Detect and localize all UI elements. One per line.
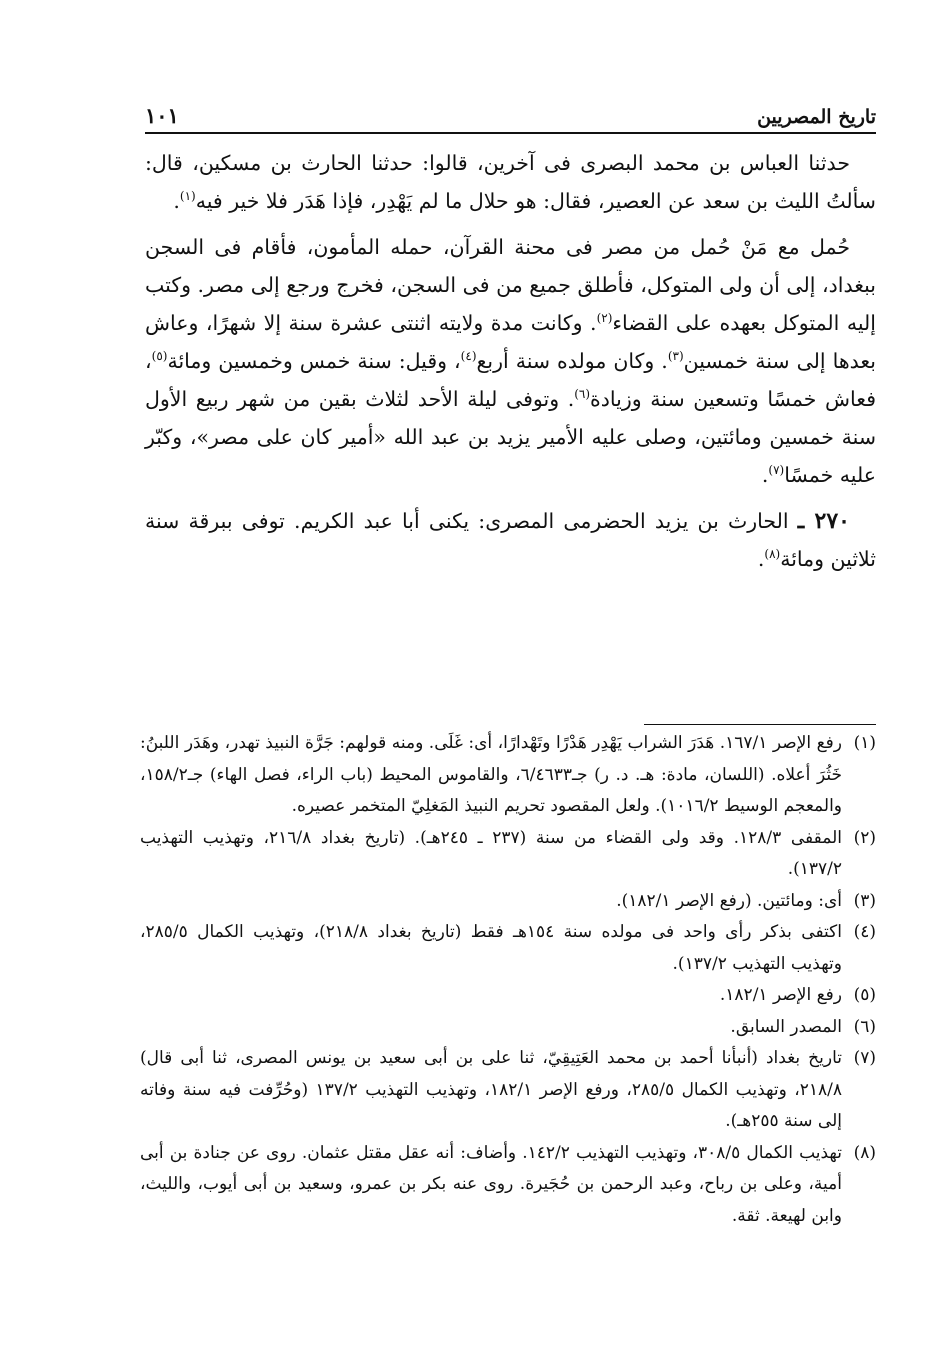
paragraph-1-end: .	[173, 189, 180, 213]
footnote-number: (٣)	[853, 890, 876, 911]
footnote-ref-8[interactable]: (٨)	[764, 547, 781, 562]
footnote-4	[140, 917, 876, 980]
paragraph-2-text-7: .	[761, 463, 769, 487]
paragraph-2	[145, 228, 876, 494]
paragraph-1-text: حدثنا العباس بن محمد البصرى فى آخرين، قالوا: حدثنا الحارث بن مسكين، قال: سألتُ الليث بن سعد عن العصير، فقال: هو حلال ما لم يَهْدِر، فإذا هَدَر فلا خير فيه	[145, 151, 876, 213]
footnote-number: (٥)	[853, 985, 876, 1005]
running-title: تاريخ المصريين	[757, 106, 876, 128]
footnote-1	[140, 728, 876, 823]
footnote-number: (٤)	[853, 922, 876, 942]
footnote-ref-7[interactable]: (٧)	[768, 463, 785, 478]
footnotes	[140, 728, 876, 1232]
paragraph-2-text-2: . وكانت مدة ولايته اثنتى عشرة سنة إلا شهرًا، وعاش بعدها إلى سنة خمسين	[145, 311, 876, 373]
footnote-5	[140, 980, 876, 1012]
footnote-7	[140, 1043, 876, 1138]
footnote-ref-3[interactable]: (٣)	[667, 349, 684, 364]
paragraph-1	[145, 144, 876, 220]
footnote-6	[140, 1012, 876, 1044]
paragraph-2-text-5: ، فعاش خمسًا وتسعين سنة وزيادة	[145, 349, 876, 411]
footnote-text: المصدر السابق.	[730, 1016, 842, 1037]
paragraph-2-text-6: . وتوفى ليلة الأحد لثلاث بقين من شهر ربيع الأول سنة خمسين ومائتين، وصلى عليه الأمير يزيد بن عبد الله «أمير كان على مصر»، وكبّر عليه خمسًا	[145, 387, 876, 487]
footnote-2	[140, 823, 876, 886]
footnote-text: رفع الإصر ١٨٢/١.	[719, 985, 842, 1005]
footnote-ref-6[interactable]: (٦)	[574, 387, 591, 402]
main-text	[145, 144, 876, 586]
footnote-number: (٢)	[853, 827, 876, 848]
footnote-number: (٨)	[853, 1142, 876, 1163]
footnote-3	[140, 886, 876, 918]
footnote-8	[140, 1138, 876, 1233]
entry-270-end: .	[757, 547, 765, 571]
footnote-text: تاريخ بغداد (أنبأنا أحمد بن محمد العَتِيقِيّ، ثنا على بن أبى سعيد بن يونس المصرى، ثنا أبى قال) ٢١٨/٨، وتهذيب الكمال ٢٨٥/٥، ورفع الإصر ١٨٢/١، وتهذيب التهذيب ١٣٧/٢ (وحُرِّفت فيه سنة وفاته إلى سنة ٢٥٥هـ).	[140, 1048, 842, 1131]
footnote-separator	[644, 724, 876, 725]
footnote-ref-2[interactable]: (٢)	[596, 311, 613, 326]
footnote-number: (٧)	[853, 1048, 876, 1068]
footnote-number: (١)	[853, 733, 876, 753]
footnote-number: (٦)	[853, 1016, 876, 1037]
footnote-ref-5[interactable]: (٥)	[151, 349, 168, 364]
entry-270	[145, 502, 876, 578]
footnote-text: تهذيب الكمال ٣٠٨/٥، وتهذيب التهذيب ١٤٢/٢. وأضاف: أنه عقل مقتل عثمان. روى عن جنادة بن أبى أمية، وعلى بن رباح، وعبد الرحمن بن حُجَيرة. روى عنه بكر بن عمرو، وسعيد بن أبى أيوب، والليث، وابن لهيعة. ثقة.	[140, 1142, 843, 1226]
footnote-text: اكتفى بذكر رأى واحد فى مولده سنة ١٥٤هـ فقط (تاريخ بغداد ٢١٨/٨)، وتهذيب الكمال ٢٨٥/٥، وتهذيب التهذيب ١٣٧/٢).	[140, 922, 842, 974]
page-header	[145, 92, 876, 134]
footnote-ref-1[interactable]: (١)	[179, 189, 196, 204]
footnote-ref-4[interactable]: (٤)	[460, 349, 477, 364]
paragraph-2-text-3: . وكان مولده سنة أربع	[476, 349, 668, 373]
entry-number: ٢٧٠ ـ	[797, 508, 850, 534]
footnote-text: المقفى ١٢٨/٣. وقد ولى القضاء من سنة (٢٣٧ ـ ٢٤٥هـ). (تاريخ بغداد ٢١٦/٨، وتهذيب التهذيب ١٣٧/٢).	[140, 827, 842, 879]
entry-270-text: الحارث بن يزيد الحضرمى المصرى: يكنى أبا عبد الكريم. توفى ببرقة سنة ثلاثين ومائة	[145, 509, 876, 571]
footnote-text: أى: ومائتين. (رفع الإصر ١٨٢/١).	[616, 890, 842, 911]
paragraph-2-text-4: ، وقيل: سنة خمس وخمسين ومائة	[167, 349, 461, 373]
page-number: ١٠١	[145, 103, 179, 128]
paragraph-2-text-1: حُمل مع مَنْ حُمل من مصر فى محنة القرآن، حمله المأمون، فأقام فى السجن ببغداد، إلى أن ولى المتوكل، فأطلق جميع من فى السجن، فخرج ورجع إلى مصر. وكتب إليه المتوكل بعهده على القضاء	[145, 235, 876, 335]
footnote-text: رفع الإصر ١٦٧/١. هَدَرَ الشراب يَهْدِر هَدْرًا وتَهْدارًا، أى: غَلَى. ومنه قولهم: جَرَّة النبيذ تهدر، وهَدَر اللبنُ: خَثُرَ أعلاه. (اللسان، مادة: هـ. د. ر) جـ٦/٤٦٣٣، والقاموس المحيط (باب الراء، فصل الهاء) جـ١٥٨/٢، والمعجم الوسيط ١٠١٦/٢). ولعل المقصود تحريم النبيذ المَغلِيّ المتخمر عصيره.	[140, 733, 842, 816]
